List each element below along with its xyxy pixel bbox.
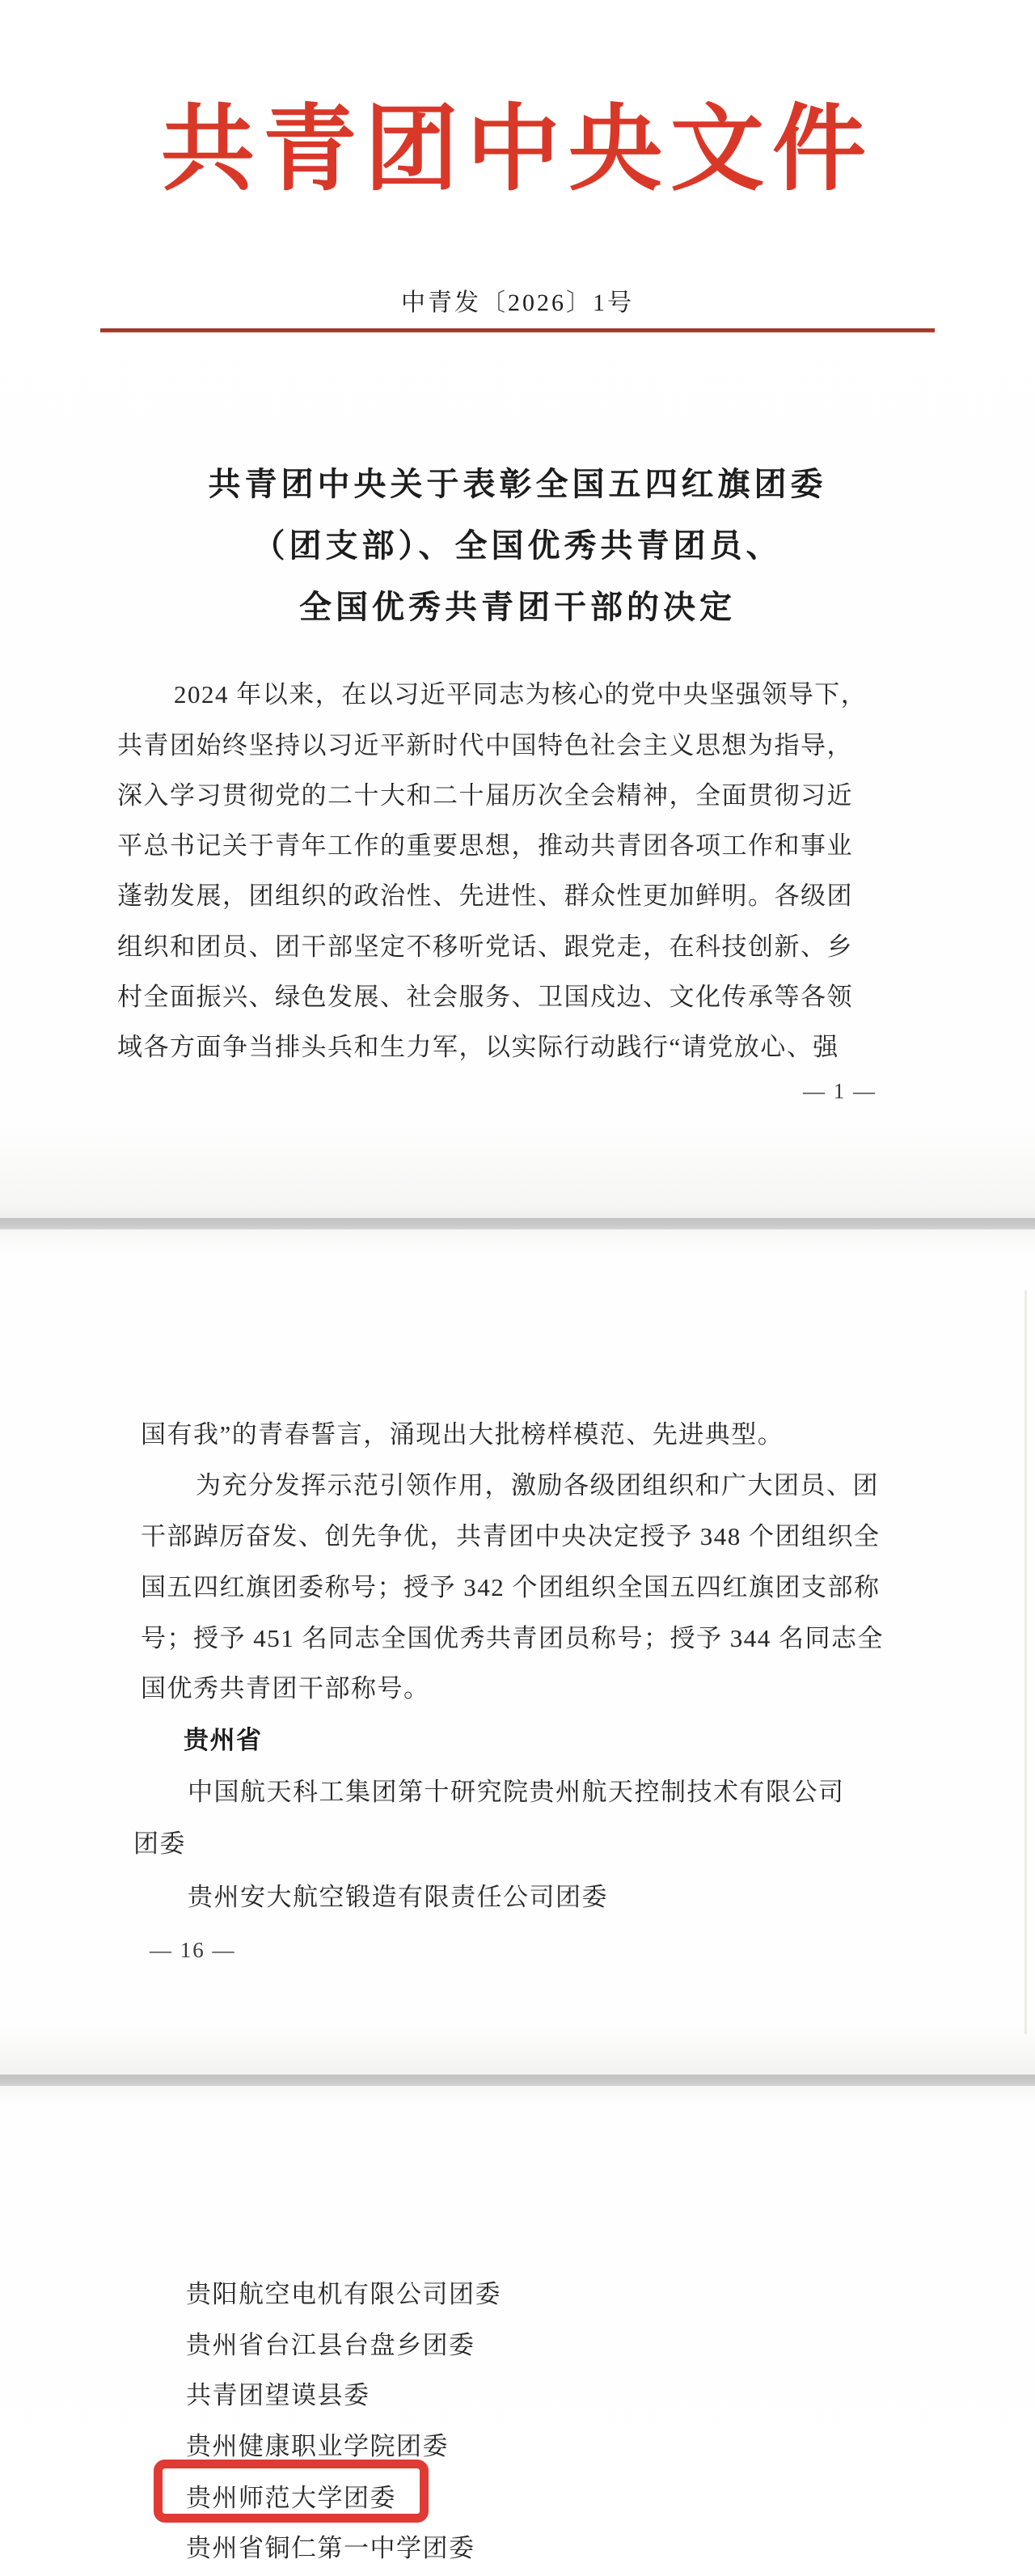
page-2 <box>0 1229 1035 2075</box>
doc-title-line-2: （团支部）、全国优秀共青团员、 <box>252 527 783 564</box>
section-heading: 贵州省 <box>184 1726 263 1754</box>
body-line: 干部踔厉奋发、创先争优，共青团中央决定授予 348 个团组织全 <box>141 1522 881 1550</box>
awardee-entry: 团委 <box>133 1829 186 1858</box>
body-line: 深入学习贯彻党的二十大和二十届历次全会精神，全面贯彻习近 <box>117 781 853 810</box>
page-separator <box>0 1218 1035 1229</box>
page-number: — 16 — <box>150 1938 236 1962</box>
list-item: 贵州省台江县台盘乡团委 <box>186 2331 475 2359</box>
list-item: 贵州省铜仁第一中学团委 <box>186 2534 475 2562</box>
list-item-highlighted: 贵州师范大学团委 <box>186 2484 396 2512</box>
body-line: 为充分发挥示范引领作用，激励各级团组织和广大团员、团 <box>196 1471 879 1499</box>
page-number: — 1 — <box>803 1079 877 1103</box>
list-item: 共青团望谟县委 <box>186 2381 370 2409</box>
awardee-entry: 贵州安大航空锻造有限责任公司团委 <box>188 1883 608 1911</box>
red-rule-divider <box>100 328 935 332</box>
page-1 <box>0 0 1035 1218</box>
body-line: 组织和团员、团干部坚定不移听党话、跟党走，在科技创新、乡 <box>117 933 853 961</box>
body-line: 国有我”的青春誓言，涌现出大批榜样模范、先进典型。 <box>141 1420 784 1449</box>
awardee-entry: 中国航天科工集团第十研究院贵州航天控制技术有限公司 <box>188 1778 845 1806</box>
page-separator <box>0 2075 1035 2086</box>
body-line: 村全面振兴、绿色发展、社会服务、卫国戍边、文化传承等各领 <box>117 983 853 1011</box>
masthead-title: 共青团中央文件 <box>161 99 874 202</box>
doc-title-line-1: 共青团中央关于表彰全国五四红旗团委 <box>208 465 827 502</box>
body-line: 2024 年以来，在以习近平同志为核心的党中央坚强领导下， <box>174 680 868 709</box>
body-line: 国优秀共青团干部称号。 <box>141 1674 430 1703</box>
body-line: 域各方面争当排头兵和生力军，以实际行动践行“请党放心、强 <box>117 1033 839 1061</box>
body-line: 平总书记关于青年工作的重要思想，推动共青团各项工作和事业 <box>117 831 853 860</box>
doc-title-line-3: 全国优秀共青团干部的决定 <box>299 588 736 625</box>
list-item: 贵阳航空电机有限公司团委 <box>186 2280 501 2308</box>
doc-number: 中青发〔2026〕1号 <box>401 290 634 316</box>
body-line: 蓬勃发展，团组织的政治性、先进性、群众性更加鲜明。各级团 <box>117 882 853 910</box>
list-item: 贵州健康职业学院团委 <box>186 2432 449 2460</box>
body-line: 国五四红旗团委称号；授予 342 个团组织全国五四红旗团支部称 <box>141 1573 881 1601</box>
page-3 <box>0 2086 1035 2576</box>
scan-edge-line <box>1024 1290 1027 2034</box>
body-line: 号；授予 451 名同志全国优秀共青团员称号；授予 344 名同志全 <box>141 1624 884 1652</box>
body-line: 共青团始终坚持以习近平新时代中国特色社会主义思想为指导， <box>117 731 853 759</box>
